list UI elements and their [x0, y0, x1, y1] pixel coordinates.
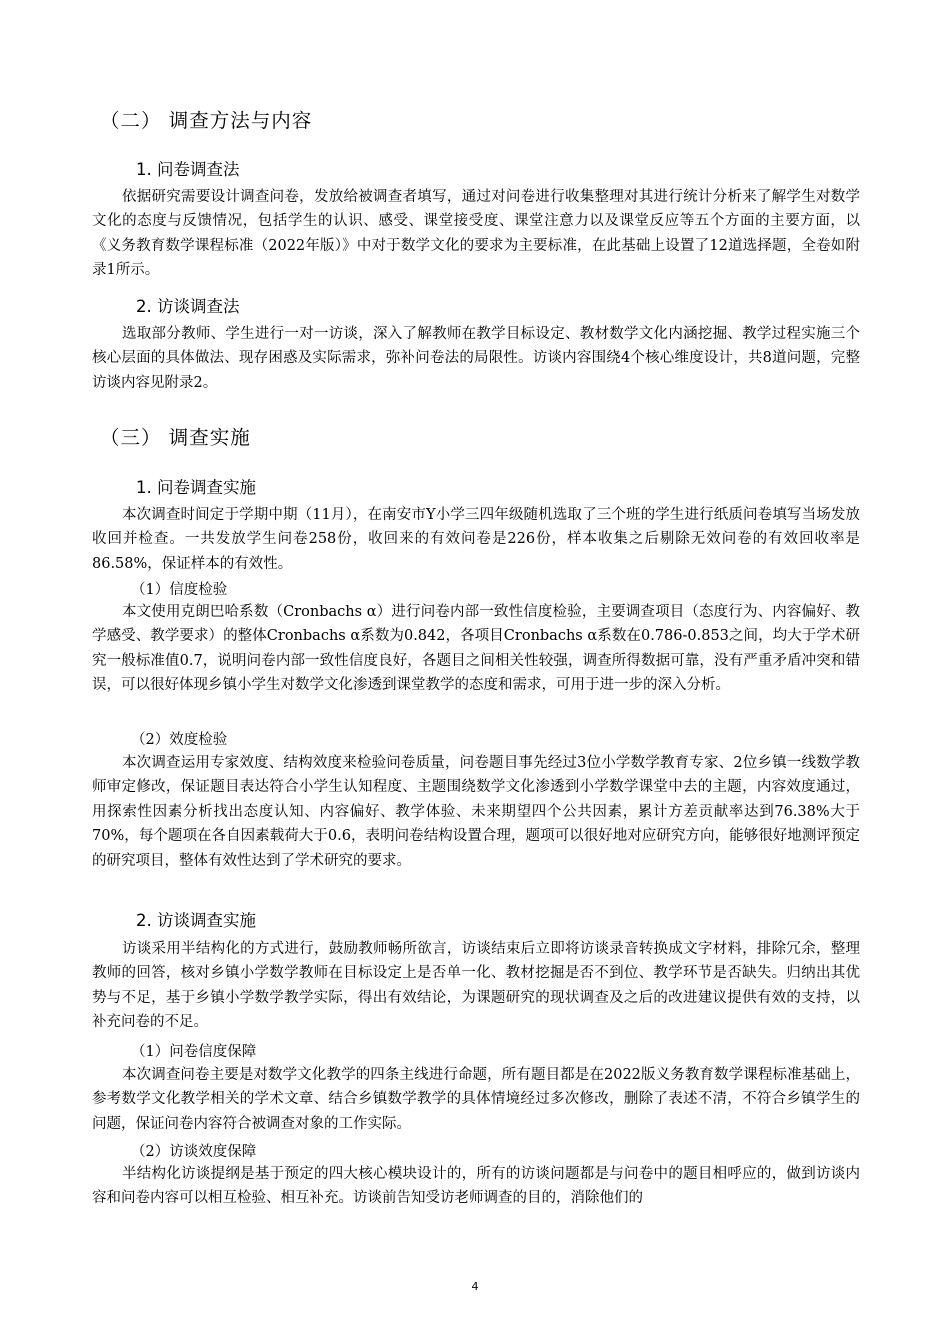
paragraph-interview-method: 选取部分教师、学生进行一对一访谈，深入了解教师在教学目标设定、教材数学文化内涵挖掘、教学过程实施三个核心层面的具体做法、现存困惑及实际需求，弥补问卷法的局限性。访谈内容围绕4个核心维度设计，共8道问题，完整访谈内容见附录2。 [92, 326, 860, 391]
paragraph-interview-validity: 半结构化访谈提纲是基于预定的四大核心模块设计的，所有的访谈问题都是与问卷中的题目相呼应的，做到访谈内容和问卷内容可以相互检验、相互补充。访谈前告知受访老师调查的目的，消除他们的 [92, 1166, 860, 1207]
paragraph-questionnaire-reliability: 本次调查问卷主要是对数学文化教学的四条主线进行命题，所有题目都是在2022版义务教育数学课程标准基础上，参考数学文化教学相关的学术文章、结合乡镇数学教学的具体情境经过多次修改，删除了表述不清，不符合乡镇学生的问题，保证问卷内容符合被调查对象的工作实际。 [92, 1067, 860, 1132]
subheading-questionnaire-implementation: 1. 问卷调查实施 [136, 478, 256, 497]
paragraph-questionnaire-implementation: 本次调查时间定于学期中期（11月），在南安市Y小学三四年级随机选取了三个班的学生进行纸质问卷填写当场发放收回并检查。一共发放学生问卷258份，收回来的有效问卷是226份，样本收集之后剔除无效问卷的有效回收率是86.58%，保证样本的有效性。 [92, 507, 860, 572]
section-heading-implementation: （三） 调查实施 [100, 426, 251, 449]
subsubheading-interview-validity: （2）访谈效度保障 [131, 1144, 257, 1160]
subheading-interview-method: 2. 访谈调查法 [136, 297, 240, 316]
subsubheading-reliability-test: （1）信度检验 [131, 582, 228, 598]
page-number: 4 [471, 1280, 479, 1293]
subsubheading-validity-test: （2）效度检验 [131, 732, 228, 748]
section-heading-methods: （二） 调查方法与内容 [100, 109, 313, 132]
subheading-questionnaire-method: 1. 问卷调查法 [136, 160, 240, 179]
paragraph-questionnaire-method: 依据研究需要设计调查问卷，发放给被调查者填写，通过对问卷进行收集整理对其进行统计分析来了解学生对数学文化的态度与反馈情况，包括学生的认识、感受、课堂接受度、课堂注意力以及课堂反应等五个方面的主要方面，以《义务教育数学课程标准（2022年版）》中对于数学文化的要求为主要标准，在此基础上设置了12道选择题，全卷如附录1所示。 [92, 189, 860, 279]
paragraph-interview-implementation: 访谈采用半结构化的方式进行，鼓励教师畅所欲言，访谈结束后立即将访谈录音转换成文字材料，排除冗余，整理教师的回答，核对乡镇小学数学教师在目标设定上是否单一化、教材挖掘是否不到位、教学环节是否缺失。归纳出其优势与不足，基于乡镇小学数学教学实际，得出有效结论，为课题研究的现状调查及之后的改进建议提供有效的支持，以补充问卷的不足。 [92, 941, 860, 1031]
paragraph-validity-test: 本次调查运用专家效度、结构效度来检验问卷质量，问卷题目事先经过3位小学数学教育专家、2位乡镇一线数学教师审定修改，保证题目表达符合小学生认知程度、主题围绕数学文化渗透到小学数学课堂中去的主题，内容效度通过，用探索性因素分析找出态度认知、内容偏好、教学体验、未来期望四个公共因素，累计方差贡献率达到76.38%大于70%，每个题项在各自因素载荷大于0.6，表明问卷结构设置合理，题项可以很好地对应研究方向，能够很好地测评预定的研究项目，整体有效性达到了学术研究的要求。 [92, 755, 860, 869]
subheading-interview-implementation: 2. 访谈调查实施 [136, 911, 256, 930]
paragraph-reliability-test: 本文使用克朗巴哈系数（Cronbachs α）进行问卷内部一致性信度检验，主要调查项目（态度行为、内容偏好、教学感受、教学要求）的整体Cronbachs α系数为0.842，各项目Cronbachs α系数在0.786-0.853之间，均大于学术研究一般标准值0.7，说明问卷内部一致性信度良好，各题目之间相关性较强，调查所得数据可靠，没有严重矛盾冲突和错误，可以很好体现乡镇小学生对数学文化渗透到课堂教学的态度和需求，可用于进一步的深入分析。 [92, 604, 860, 694]
subsubheading-questionnaire-reliability: （1）问卷信度保障 [131, 1044, 257, 1060]
